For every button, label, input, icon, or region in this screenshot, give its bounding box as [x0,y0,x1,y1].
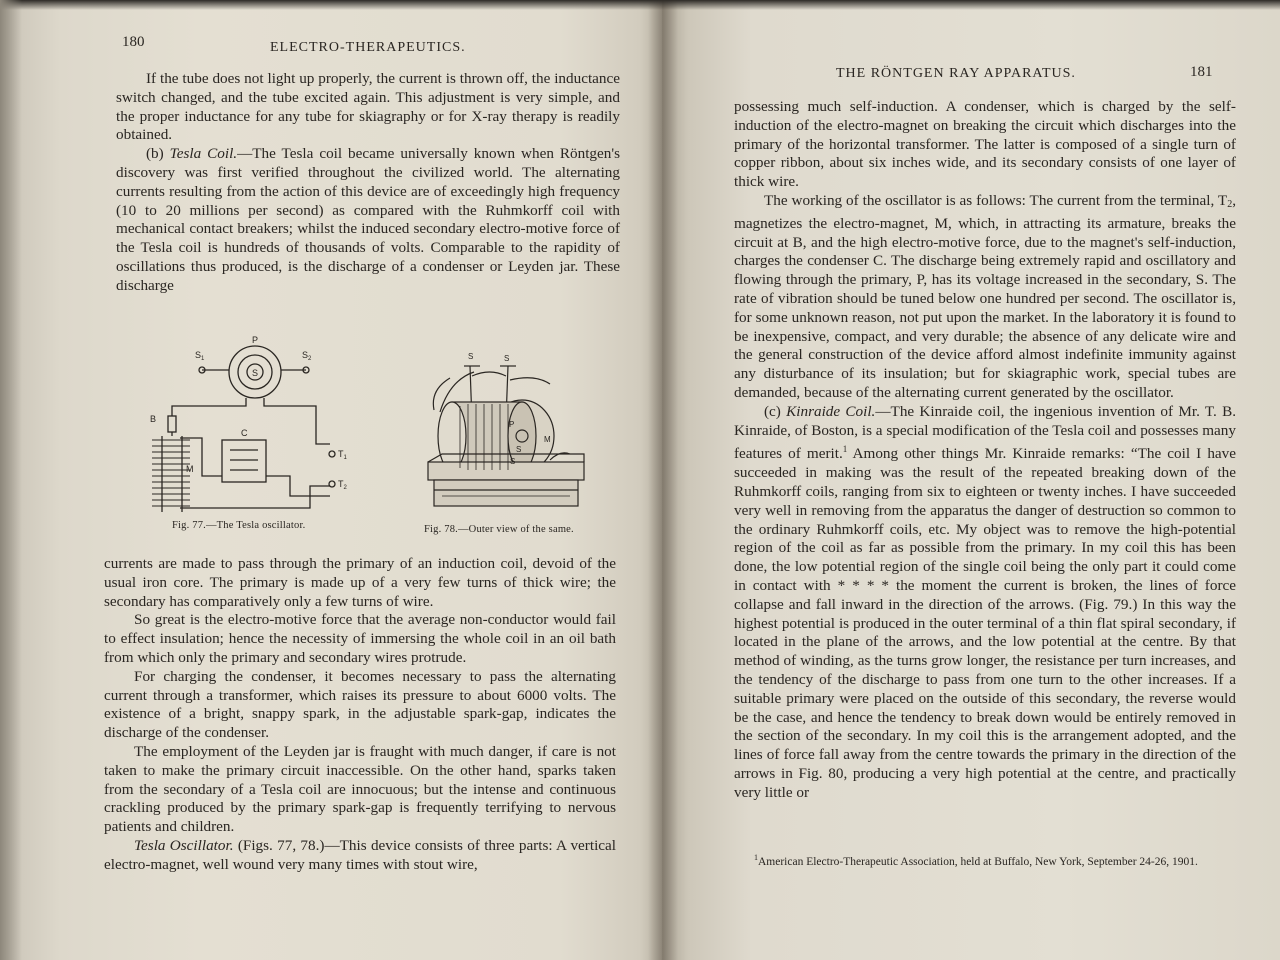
book-gutter [648,0,678,960]
footnote-text: American Electro-Therapeutic Association, held at Buffalo, New York, September 24-26, 1901. [758,856,1198,868]
page-number-right: 181 [1190,64,1213,80]
running-head-left: ELECTRO-THERAPEUTICS. [270,40,466,55]
label-t1: $T_1$ [338,449,347,461]
figure-78-illustration [420,350,590,518]
section-label: (b) [146,145,164,163]
paragraph-text: , magnetizes the electro-magnet, M, which, in attracting its armature, breaks the circuit at B, and the high electro-motive force, due to the magnet's self-induction, charges the condenser C. The discharge being extremely rapid and oscillatory and flowing through the primary, P, has its voltage increased in the secondary, S. The rate of vibration should be tuned below one hundred per second. The oscillator is, for some unknown reason, not put upon the market. In the laboratory it is found to be inexpensive, compact, and very durable; the absence of any delicate wire and the general construction of the device afford almost indefinite immunity against any disturbance of its insulation; but for skiagraphic work, special tubes are demanded, because of the alternating current generated by the oscillator. [734,191,1236,401]
left-bottom-text [104,555,616,895]
label-s-mid: S [516,445,522,454]
paragraph [734,403,1236,803]
section-heading: Tesla Coil. [169,145,238,163]
paragraph: For charging the condenser, it becomes necessary to pass the alternating current through a transformer, which raises its pressure to about 6000 volts. The existence of a bright, snappy spark, in the adjustable spark-gap, indicates the discharge of the condenser. [104,667,616,742]
figure-77-caption: Fig. 77.—The Tesla oscillator. [172,520,306,531]
left-top-text [116,70,620,302]
paragraph: currents are made to pass through the primary of an induction coil, devoid of the usual iron core. The primary is made up of a very few turns of thick wire; the secondary has comparatively only a few turns of wire. [104,555,616,610]
paragraph [104,837,616,875]
label-s1: $S_1$ [195,350,205,362]
label-c: C [241,428,248,438]
label-s-right: S [504,354,510,363]
paragraph-text: —The Kinraide coil, the ingenious invention of Mr. T. B. Kinraide, of Boston, is a special modification of the Tesla coil and possesses many features of merit. [734,402,1236,463]
section-label: (c) [764,402,781,420]
footnote [754,850,1236,870]
label-s: S [252,368,259,378]
section-heading: Kinraide Coil. [786,402,876,420]
figure-78-caption: Fig. 78.—Outer view of the same. [424,524,574,535]
footnote-marker: 1 [754,853,758,862]
paragraph: possessing much self-induction. A condenser, which is charged by the self-induction of the electro-magnet on breaking the circuit which discharges into the primary of the horizontal transformer. The latter is composed of a single turn of copper ribbon, about six inches wide, and its secondary consists of one layer of thick wire. [734,98,1236,191]
page-stack-edge [0,0,22,960]
page-number-left: 180 [122,34,145,50]
label-s2: $S_2$ [302,350,312,362]
label-s-left: S [468,352,474,361]
label-b: B [150,414,157,424]
label-m: M [544,435,551,444]
paragraph [116,145,620,295]
paragraph [734,192,1236,403]
paragraph-text: The working of the oscillator is as follows: The current from the terminal, T [764,191,1228,209]
label-p: P [252,336,259,345]
right-page [662,0,1280,960]
running-head-right: THE RÖNTGEN RAY APPARATUS. [836,66,1076,81]
paragraph-text: (Figs. 77, 78.)—This device consists of three parts: A vertical electro-magnet, well wound very many times with stout wire, [104,836,616,873]
paragraph: If the tube does not light up properly, the current is thrown off, the inductance switch changed, and the tube excited again. This adjustment is very simple, and the proper inductance for any tube for skiagraphy or for X-ray therapy is readily obtained. [116,70,620,144]
label-p: P [509,420,515,429]
label-t2: $T_2$ [338,479,347,491]
paragraph: The employment of the Leyden jar is fraught with much danger, if care is not taken to make the primary circuit inaccessible. On the other hand, sparks taken from the secondary of a Tesla coil are innocuous; but the intense and continuous crackling produced by the primary spark-gap is frequently terrifying to nervous patients and children. [104,742,616,836]
paragraph-text: Among other things Mr. Kinraide remarks: “The coil I have succeeded in making was the result of the repeated breaking down of the Ruhmkorff coils, ranging from six to eighteen or twenty inches. I have succeeded very well in removing from the apparatus the danger of destruction so common to the ordinary Ruhmkorff coils, etc. My object was to remove the high-potential region of the coil as far as possible from the primary. In my coil this has been done, the low potential region of the single coil being the only part it could come in contact with * * * * the moment the current is broken, the lines of force collapse and fall inward in the direction of the arrows. (Fig. 79.) In this way the highest potential is produced in the outer terminal of a thin flat spiral secondary, if located in the plane of the arrows, and the low potential at the centre. By that method of winding, as the turns grow longer, the resistance per turn increases, and the tendency of the discharge to pass from one turn to the other increases. If a suitable primary were placed on the outside of this secondary, the reverse would be the case, and hence the tendency to break down would be entirely removed in the section of the secondary. In my coil this is the arrangement adopted, and the lines of force fall away from the centre towards the primary in the direction of the arrows in Fig. 80, producing a very high potential at the centre, and practically very little or [734,445,1237,801]
paragraph-text: —The Tesla coil became universally known when Röntgen's discovery was first verified throughout the civilized world. The alternating currents resulting from the action of this device are of exceedingly high frequency (10 to 20 millions per second) as compared with the Ruhmkorff coil with mechanical contact breakers; whilst the induced secondary electro-motive force of the Tesla coil is hundreds of thousands of volts. Comparable to the rapidity of oscillations thus produced, is the discharge of a condenser or Leyden jar. These discharge [116,145,621,294]
label-s-bottom: S [510,457,516,466]
right-text [734,98,1236,838]
paragraph: So great is the electro-motive force that the average non-conductor would fail to effect insulation; hence the necessity of immersing the whole coil in an oil bath from which only the primary and secondary wires protrude. [104,611,616,666]
top-shadow [0,0,1280,10]
label-m: M [186,464,194,474]
subscript: 2 [1227,198,1233,210]
footnote-reference: 1 [842,444,848,455]
section-heading: Tesla Oscillator. [134,836,234,854]
figure-77-diagram [140,336,360,516]
